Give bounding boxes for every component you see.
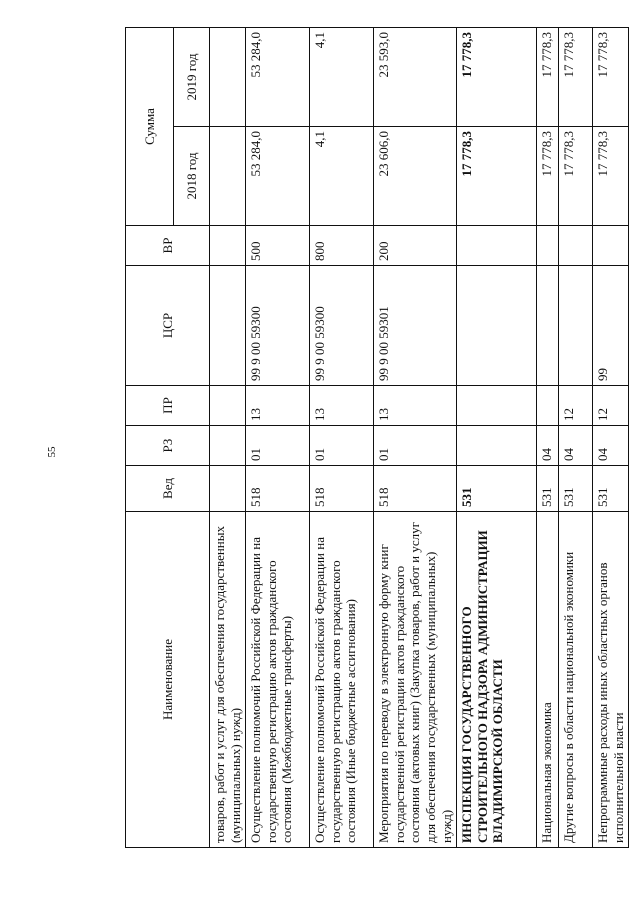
cell-csr [210,266,246,386]
table-row [310,28,374,848]
cell-2019: 4,1 [310,28,374,127]
cell-2018: 17 778,3 [559,127,593,226]
cell-name: ИНСПЕКЦИЯ ГОСУДАРСТВЕННОГО СТРОИТЕЛЬНОГО НАДЗОРА АДМИНИСТРАЦИИ ВЛАДИМИРСКОЙ ОБЛАСТИ [457,512,537,848]
cell-vr [457,226,537,266]
cell-name: Осуществление полномочий Российской Федерации на государственную регистрацию актов гражданского состояния (Межбюджетные трансферты) [246,512,310,848]
cell-2018: 17 778,3 [457,127,537,226]
cell-vr: 500 [246,226,310,266]
cell-vr [210,226,246,266]
cell-vr: 200 [374,226,457,266]
header-ved: Вед [126,466,210,512]
cell-2018 [210,127,246,226]
table-row [210,28,246,848]
cell-name: Непрограммные расходы иных областных органов исполнительной власти [593,512,629,848]
header-rz: РЗ [126,426,210,466]
header-vr: ВР [126,226,210,266]
header-year-2018: 2018 год [174,127,210,226]
cell-name: товаров, работ и услуг для обеспечения государственных (муниципальных) нужд) [210,512,246,848]
cell-pr: 13 [246,386,310,426]
header-name: Наименование [126,512,210,848]
cell-pr: 12 [559,386,593,426]
cell-vr [559,226,593,266]
cell-csr [457,266,537,386]
cell-pr [537,386,559,426]
cell-csr [559,266,593,386]
cell-name: Национальная экономика [537,512,559,848]
cell-ved: 518 [310,466,374,512]
table-row [246,28,310,848]
table-row [593,28,629,848]
cell-2018: 17 778,3 [537,127,559,226]
cell-vr [537,226,559,266]
cell-2018: 53 284,0 [246,127,310,226]
cell-2018: 23 606,0 [374,127,457,226]
cell-rz: 01 [310,426,374,466]
cell-name: Мероприятия по переводу в электронную форму книг государственной регистрации актов гражданского состояния (актовых книг) (Закупка товаров, работ и услуг для обеспечения государственных (муниципальных) нужд) [374,512,457,848]
cell-ved: 518 [246,466,310,512]
header-pr: ПР [126,386,210,426]
cell-ved [210,466,246,512]
cell-2019: 23 593,0 [374,28,457,127]
page-number: 55 [46,446,58,458]
table-row [537,28,559,848]
header-summa: Сумма [126,28,174,226]
cell-pr: 12 [593,386,629,426]
cell-pr: 13 [374,386,457,426]
cell-rz [210,426,246,466]
cell-2019: 17 778,3 [593,28,629,127]
cell-vr: 800 [310,226,374,266]
cell-2019: 17 778,3 [457,28,537,127]
cell-csr: 99 9 00 59301 [374,266,457,386]
table-row [559,28,593,848]
cell-rz [457,426,537,466]
cell-2019: 17 778,3 [559,28,593,127]
cell-rz: 04 [559,426,593,466]
header-year-2019: 2019 год [174,28,210,127]
cell-pr: 13 [310,386,374,426]
cell-ved: 531 [457,466,537,512]
cell-rz: 01 [246,426,310,466]
cell-pr [210,386,246,426]
cell-vr [593,226,629,266]
cell-rz: 04 [537,426,559,466]
cell-name: Другие вопросы в области национальной экономики [559,512,593,848]
cell-pr [457,386,537,426]
cell-2018: 4,1 [310,127,374,226]
table-body [210,28,629,848]
cell-csr: 99 [593,266,629,386]
cell-2019: 17 778,3 [537,28,559,127]
budget-table [125,27,629,848]
cell-2018: 17 778,3 [593,127,629,226]
cell-2019 [210,28,246,127]
cell-rz: 01 [374,426,457,466]
table-row [374,28,457,848]
cell-name: Осуществление полномочий Российской Федерации на государственную регистрацию актов гражданского состояния (Иные бюджетные ассигнования) [310,512,374,848]
rotated-table-container [125,28,626,848]
cell-csr: 99 9 00 59300 [246,266,310,386]
cell-csr: 99 9 00 59300 [310,266,374,386]
cell-ved: 518 [374,466,457,512]
table-row [457,28,537,848]
header-csr: ЦСР [126,266,210,386]
cell-2019: 53 284,0 [246,28,310,127]
cell-rz: 04 [593,426,629,466]
cell-csr [537,266,559,386]
cell-ved: 531 [593,466,629,512]
cell-ved: 531 [537,466,559,512]
cell-ved: 531 [559,466,593,512]
